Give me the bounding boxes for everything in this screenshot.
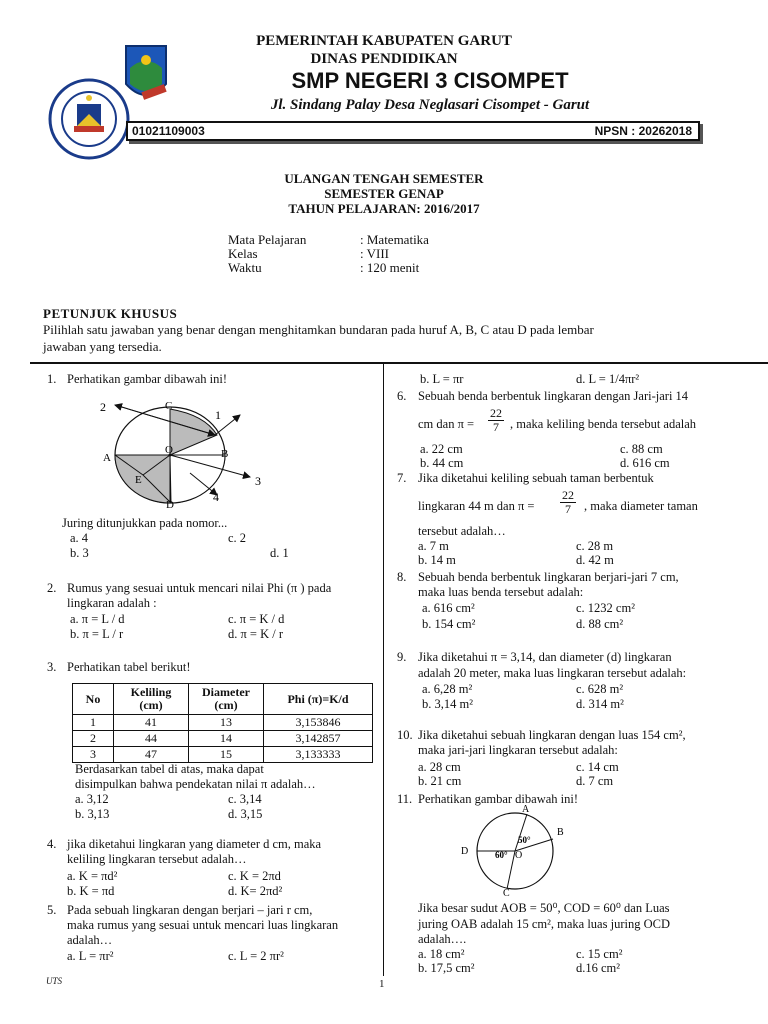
table-cell: 3,142857: [264, 731, 373, 747]
q4-number: 4.: [47, 837, 57, 851]
q9-option-c[interactable]: c. 628 m²: [576, 682, 624, 696]
q9-text2: adalah 20 meter, maka luas lingkaran tersebut adalah:: [418, 666, 687, 680]
q6-fraction: [488, 407, 504, 434]
info-class-value: : VIII: [360, 246, 390, 261]
q3-option-b[interactable]: b. 3,13: [75, 807, 110, 821]
table-cell: 14: [189, 731, 264, 747]
table-cell: 3,133333: [264, 747, 373, 763]
q11-option-c[interactable]: c. 15 cm²: [576, 947, 623, 961]
q5-text3: adalah…: [67, 933, 113, 947]
q3-text2: Berdasarkan tabel di atas, maka dapat: [75, 762, 264, 776]
q9-option-a[interactable]: a. 6,28 m²: [422, 682, 473, 696]
q8-text2: maka luas benda tersebut adalah:: [418, 585, 584, 599]
q7-option-c[interactable]: c. 28 m: [576, 539, 614, 553]
q1-label-3: 3: [255, 474, 261, 488]
q3-text: Perhatikan tabel berikut!: [67, 660, 191, 674]
header-government: PEMERINTAH KABUPATEN GARUT: [256, 33, 512, 49]
q7-fraction-num: 22: [562, 488, 574, 502]
q11-angle-aob: 50°: [518, 835, 531, 845]
q4-option-d[interactable]: d. K= 2πd²: [228, 884, 283, 898]
info-subject-label: Mata Pelajaran: [228, 232, 307, 247]
table-cell: 41: [114, 715, 189, 731]
npsn: NPSN : 20262018: [594, 124, 692, 138]
q6-option-a[interactable]: a. 22 cm: [420, 442, 463, 456]
q4-text2: keliling lingkaran tersebut adalah…: [67, 852, 247, 866]
q2-text2: lingkaran adalah :: [67, 596, 157, 610]
q7-option-d[interactable]: d. 42 m: [576, 553, 614, 567]
q10-option-a[interactable]: a. 28 cm: [418, 760, 461, 774]
q3-option-a[interactable]: a. 3,12: [75, 792, 109, 806]
q6-fraction-num: 22: [490, 406, 502, 420]
q4-option-c[interactable]: c. K = 2πd: [228, 869, 281, 883]
q3-option-d[interactable]: d. 3,15: [228, 807, 263, 821]
q2-option-a[interactable]: a. π = L / d: [70, 612, 125, 626]
q10-number: 10.: [397, 728, 413, 742]
q3-number: 3.: [47, 660, 57, 674]
q4-option-a[interactable]: a. K = πd²: [67, 869, 118, 883]
q1-label-d: D: [166, 499, 174, 511]
q9-option-d[interactable]: d. 314 m²: [576, 697, 624, 711]
info-subject-value: : Matematika: [360, 232, 429, 247]
q11-option-b[interactable]: b. 17,5 cm²: [418, 961, 475, 975]
info-class-label: Kelas: [228, 246, 258, 261]
q6-text1: Sebuah benda berbentuk lingkaran dengan Jari-jari 14: [418, 389, 689, 403]
q1-number: 1.: [47, 372, 57, 386]
q2-number: 2.: [47, 581, 57, 595]
table-row: [73, 747, 373, 763]
school-logo: [48, 78, 130, 160]
q1-label-a: A: [103, 452, 111, 464]
q11-text3: juring OAB adalah 15 cm², maka luas juring OCD: [418, 917, 670, 931]
q6-number: 6.: [397, 389, 407, 403]
q11-label-b: B: [557, 827, 564, 838]
q6-text2a: cm dan π =: [418, 417, 475, 431]
q7-text2a: lingkaran 44 m dan π =: [418, 499, 535, 513]
q9-option-b[interactable]: b. 3,14 m²: [422, 697, 473, 711]
q11-angle-cod: 60°: [495, 850, 508, 860]
q7-fraction: [560, 489, 576, 516]
exam-title: ULANGAN TENGAH SEMESTER: [284, 171, 484, 186]
q10-option-d[interactable]: d. 7 cm: [576, 774, 614, 788]
q6-option-c[interactable]: c. 88 cm: [620, 442, 663, 456]
q2-option-b[interactable]: b. π = L / r: [70, 627, 124, 641]
q1-label-b: B: [221, 448, 229, 460]
q11-text4: adalah….: [418, 932, 467, 946]
exam-year: TAHUN PELAJARAN: 2016/2017: [288, 201, 480, 216]
q8-option-d[interactable]: d. 88 cm²: [576, 617, 624, 631]
q5-number: 5.: [47, 903, 57, 917]
footer-label: UTS: [46, 976, 63, 986]
page-number: 1: [379, 978, 385, 990]
q6-text2b: , maka keliling benda tersebut adalah: [510, 417, 697, 431]
q1-label-2: 2: [100, 400, 106, 414]
q11-option-d[interactable]: d.16 cm²: [576, 961, 621, 975]
q8-option-b[interactable]: b. 154 cm²: [422, 617, 476, 631]
q1-label-c: C: [165, 400, 173, 412]
q11-text: Perhatikan gambar dibawah ini!: [418, 792, 579, 806]
q1-circle-figure: [95, 395, 275, 515]
q11-label-c: C: [503, 888, 510, 897]
instructions-line1: Pilihlah satu jawaban yang benar dengan menghitamkan bundaran pada huruf A, B, C atau D pada lembar: [43, 322, 594, 337]
q3-text3: disimpulkan bahwa pendekatan nilai π adalah…: [75, 777, 316, 791]
section-divider: [30, 362, 768, 364]
q9-text1: Jika diketahui π = 3,14, dan diameter (d) lingkaran: [418, 650, 672, 664]
column-divider: [383, 364, 384, 976]
q8-number: 8.: [397, 570, 407, 584]
q10-option-b[interactable]: b. 21 cm: [418, 774, 462, 788]
q8-option-c[interactable]: c. 1232 cm²: [576, 601, 635, 615]
info-time-label: Waktu: [228, 260, 262, 275]
q7-text2b: , maka diameter taman: [584, 499, 698, 513]
q1-option-c[interactable]: c. 2: [228, 531, 247, 545]
table-cell: 3: [73, 747, 114, 763]
q11-option-a[interactable]: a. 18 cm²: [418, 947, 465, 961]
exam-semester: SEMESTER GENAP: [324, 186, 444, 201]
q11-number: 11.: [397, 792, 413, 806]
q7-option-a[interactable]: a. 7 m: [418, 539, 449, 553]
q10-text2: maka jari-jari lingkaran tersebut adalah:: [418, 743, 618, 757]
q6-fraction-den: 7: [493, 420, 499, 434]
q10-option-c[interactable]: c. 14 cm: [576, 760, 619, 774]
table-row: [73, 715, 373, 731]
q3-table-header: [73, 684, 373, 715]
school-code-bar: [126, 121, 700, 141]
instructions-line2: jawaban yang tersedia.: [43, 339, 162, 354]
q9-number: 9.: [397, 650, 407, 664]
q1-label-e: E: [135, 474, 142, 486]
q11-label-a: A: [522, 805, 530, 815]
q2-option-c[interactable]: c. π = K / d: [228, 612, 285, 626]
q5-option-d[interactable]: d. L = 1/4πr²: [576, 372, 640, 386]
q3-col-keliling: Keliling (cm): [114, 684, 189, 715]
table-cell: 44: [114, 731, 189, 747]
q8-text1: Sebuah benda berbentuk lingkaran berjari-jari 7 cm,: [418, 570, 679, 584]
q7-option-b[interactable]: b. 14 m: [418, 553, 456, 567]
q1-option-a[interactable]: a. 4: [70, 531, 89, 545]
school-code: 01021109003: [132, 124, 205, 138]
q11-label-d: D: [461, 846, 469, 857]
q5-option-a[interactable]: a. L = πr²: [67, 949, 114, 963]
q1-prompt: Juring ditunjukkan pada nomor...: [62, 516, 228, 530]
table-cell: 3,153846: [264, 715, 373, 731]
q2-text1: Rumus yang sesuai untuk mencari nilai Phi (π ) pada: [67, 581, 332, 595]
q5-text1: Pada sebuah lingkaran dengan berjari – jari r cm,: [67, 903, 313, 917]
q4-text1: jika diketahui lingkaran yang diameter d cm, maka: [67, 837, 322, 851]
instructions-heading: PETUNJUK KHUSUS: [43, 306, 178, 321]
q3-col-phi: Phi (π)=K/d: [264, 684, 373, 715]
table-row: [73, 731, 373, 747]
q11-text2: Jika besar sudut AOB = 50⁰, COD = 60⁰ dan Luas: [418, 901, 670, 915]
q1-label-1: 1: [215, 408, 221, 422]
q11-circle-figure: [455, 805, 575, 897]
header-department: DINAS PENDIDIKAN: [310, 51, 458, 67]
school-name: SMP NEGERI 3 CISOMPET: [291, 68, 569, 93]
q5-option-b[interactable]: b. L = πr: [420, 372, 464, 386]
q1-text: Perhatikan gambar dibawah ini!: [67, 372, 228, 386]
q4-option-b[interactable]: b. K = πd: [67, 884, 115, 898]
q5-option-c[interactable]: c. L = 2 πr²: [228, 949, 284, 963]
q10-text1: Jika diketahui sebuah lingkaran dengan luas 154 cm²,: [418, 728, 686, 742]
q7-text1: Jika diketahui keliling sebuah taman berbentuk: [418, 471, 654, 485]
q1-option-b[interactable]: b. 3: [70, 546, 89, 560]
q1-label-o: O: [165, 444, 173, 456]
q6-option-d[interactable]: d. 616 cm: [620, 456, 670, 470]
q1-option-d[interactable]: d. 1: [270, 546, 289, 560]
q8-option-a[interactable]: a. 616 cm²: [422, 601, 475, 615]
q1-label-4: 4: [213, 490, 219, 504]
school-address: Jl. Sindang Palay Desa Neglasari Cisompet - Garut: [270, 97, 590, 113]
q11-label-o: O: [515, 850, 523, 861]
table-cell: 47: [114, 747, 189, 763]
table-cell: 15: [189, 747, 264, 763]
logo-emblem-icon: [48, 78, 130, 160]
q5-text2: maka rumus yang sesuai untuk mencari luas lingkaran: [67, 918, 339, 932]
q3-col-no: No: [73, 684, 114, 715]
q2-option-d[interactable]: d. π = K / r: [228, 627, 284, 641]
q7-number: 7.: [397, 471, 407, 485]
q3-col-diameter: Diameter (cm): [189, 684, 264, 715]
table-cell: 2: [73, 731, 114, 747]
table-cell: 1: [73, 715, 114, 731]
q7-fraction-den: 7: [565, 502, 571, 516]
table-cell: 13: [189, 715, 264, 731]
q3-option-c[interactable]: c. 3,14: [228, 792, 262, 806]
q6-option-b[interactable]: b. 44 cm: [420, 456, 464, 470]
q3-table: [72, 683, 373, 763]
q7-text3: tersebut adalah…: [418, 524, 506, 538]
info-time-value: : 120 menit: [360, 260, 420, 275]
